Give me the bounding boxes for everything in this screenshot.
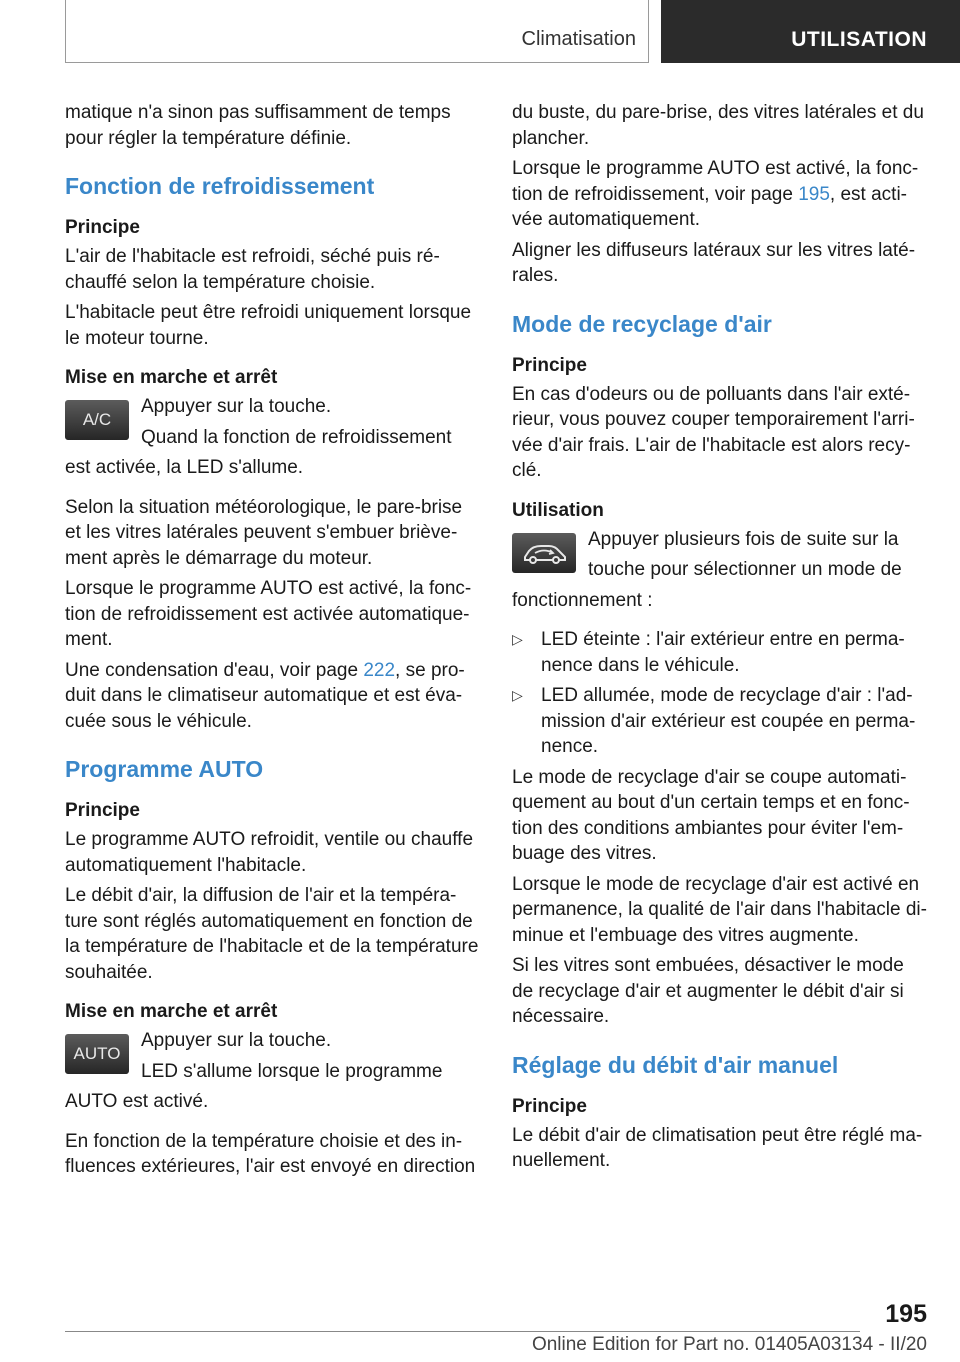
list-item-text: LED éteinte : l'air extérieur entre en permanence dans le véhicule. xyxy=(541,629,905,676)
triangle-right-icon: ▷ xyxy=(512,687,523,703)
paragraph: L'habitacle peut être refroidi uniquement lorsque le moteur tourne. xyxy=(65,302,472,349)
paragraph: Le débit d'air, la diffusion de l'air et la température sont réglés automatiquement en fonction de la température de l'habitacle et de la température souhaitée. xyxy=(65,885,479,983)
footer-edition-text: Online Edition for Part no. 01405A03134 - II/20 xyxy=(531,1334,927,1355)
paragraph: Appuyer sur la touche. xyxy=(141,396,332,417)
header-section-title: Climatisation xyxy=(521,28,636,50)
subheading-principe: Principe xyxy=(512,1095,587,1117)
paragraph: Le débit d'air de climatisation peut être réglé manuellement. xyxy=(512,1124,923,1171)
right-column xyxy=(512,100,927,1179)
paragraph: Selon la situation météorologique, le pare-brise et les vitres latérales peuvent s'embuer brièvement après le démarrage du moteur. xyxy=(65,496,463,569)
paragraph: Le mode de recyclage d'air se coupe automatiquement au bout d'un certain temps et en fonction des conditions ambiantes pour éviter l'embuage des vitres. xyxy=(512,766,910,864)
page-number: 195 xyxy=(885,1300,927,1328)
paragraph: Le programme AUTO refroidit, ventile ou chauffe automatiquement l'habitacle. xyxy=(65,829,474,876)
car-recirculation-icon xyxy=(512,533,576,573)
paragraph: Appuyer plusieurs fois de suite sur la xyxy=(588,528,899,550)
paragraph: Appuyer sur la touche. xyxy=(141,1030,332,1051)
page-link-222[interactable]: 222 xyxy=(363,659,396,681)
paragraph: LED s'allume lorsque le programme xyxy=(141,1060,443,1082)
subheading-principe: Principe xyxy=(512,354,587,376)
list-item-text: LED allumée, mode de recyclage d'air : l'admission d'air extérieur est coupée en permanence. xyxy=(541,685,916,757)
text: , se produit dans le climatiseur automatique et est évacuée sous le véhicule. xyxy=(65,659,465,732)
header-chapter-tab: UTILISATION xyxy=(661,0,960,63)
text: Une condensation d'eau, voir page xyxy=(65,659,364,681)
paragraph: fonctionnement : xyxy=(512,589,653,611)
paragraph: En fonction de la température choisie et des influences extérieures, l'air est envoyé en direction xyxy=(65,1130,476,1177)
left-column xyxy=(65,100,480,1185)
paragraph: Aligner les diffuseurs latéraux sur les vitres latérales. xyxy=(512,239,916,286)
paragraph: L'air de l'habitacle est refroidi, séché puis réchauffé selon la température choisie. xyxy=(65,246,440,293)
footer-divider xyxy=(65,1331,860,1332)
paragraph: Quand la fonction de refroidissement xyxy=(141,426,452,448)
paragraph: AUTO est activé. xyxy=(65,1091,209,1112)
subheading-utilisation: Utilisation xyxy=(512,499,604,521)
ac-button-icon: A/C xyxy=(65,400,129,440)
ac-button-instruction xyxy=(65,394,480,481)
auto-button-icon: AUTO xyxy=(65,1034,129,1074)
paragraph: matique n'a sinon pas suffisamment de temps pour régler la température définie. xyxy=(65,102,451,149)
paragraph: Si les vitres sont embuées, désactiver le mode de recyclage d'air et augmenter le débit d'air si nécessaire. xyxy=(512,955,904,1027)
paragraph: En cas d'odeurs ou de polluants dans l'air extérieur, vous pouvez couper temporairement l'arrivée d'air frais. L'air de l'habitacle est alors recyclé. xyxy=(512,383,915,481)
recirculation-button-instruction xyxy=(512,527,927,614)
text: , est activée automatiquement. xyxy=(512,183,907,230)
paragraph: du buste, du pare-brise, des vitres latérales et du plancher. xyxy=(512,102,924,149)
subheading-mise-en-marche: Mise en marche et arrêt xyxy=(65,1001,278,1022)
section-heading-refroidissement: Fonction de refroidissement xyxy=(65,173,375,199)
auto-button-instruction xyxy=(65,1028,480,1115)
paragraph xyxy=(512,156,927,233)
paragraph: touche pour sélectionner un mode de xyxy=(588,559,902,580)
bullet-list xyxy=(512,627,927,760)
subheading-mise-en-marche: Mise en marche et arrêt xyxy=(65,367,278,388)
paragraph: Lorsque le mode de recyclage d'air est activé en permanence, la qualité de l'air dans l'habitacle diminue et l'embuage des vitres augmente. xyxy=(512,873,927,946)
text: Lorsque le programme AUTO est activé, la fonction de refroidissement, voir page xyxy=(512,158,919,205)
page-link-195[interactable]: 195 xyxy=(798,183,830,205)
section-heading-recyclage: Mode de recyclage d'air xyxy=(512,310,772,337)
triangle-right-icon: ▷ xyxy=(512,631,523,647)
subheading-principe: Principe xyxy=(65,800,140,821)
list-item xyxy=(512,683,927,760)
paragraph xyxy=(65,658,480,735)
section-heading-programme-auto: Programme AUTO xyxy=(65,756,264,782)
list-item xyxy=(512,627,927,678)
paragraph: est activée, la LED s'allume. xyxy=(65,457,304,478)
paragraph: Lorsque le programme AUTO est activé, la fonction de refroidissement est activée automatiquement. xyxy=(65,578,472,650)
section-heading-debit-air: Réglage du débit d'air manuel xyxy=(512,1051,839,1078)
subheading-principe: Principe xyxy=(65,217,140,238)
